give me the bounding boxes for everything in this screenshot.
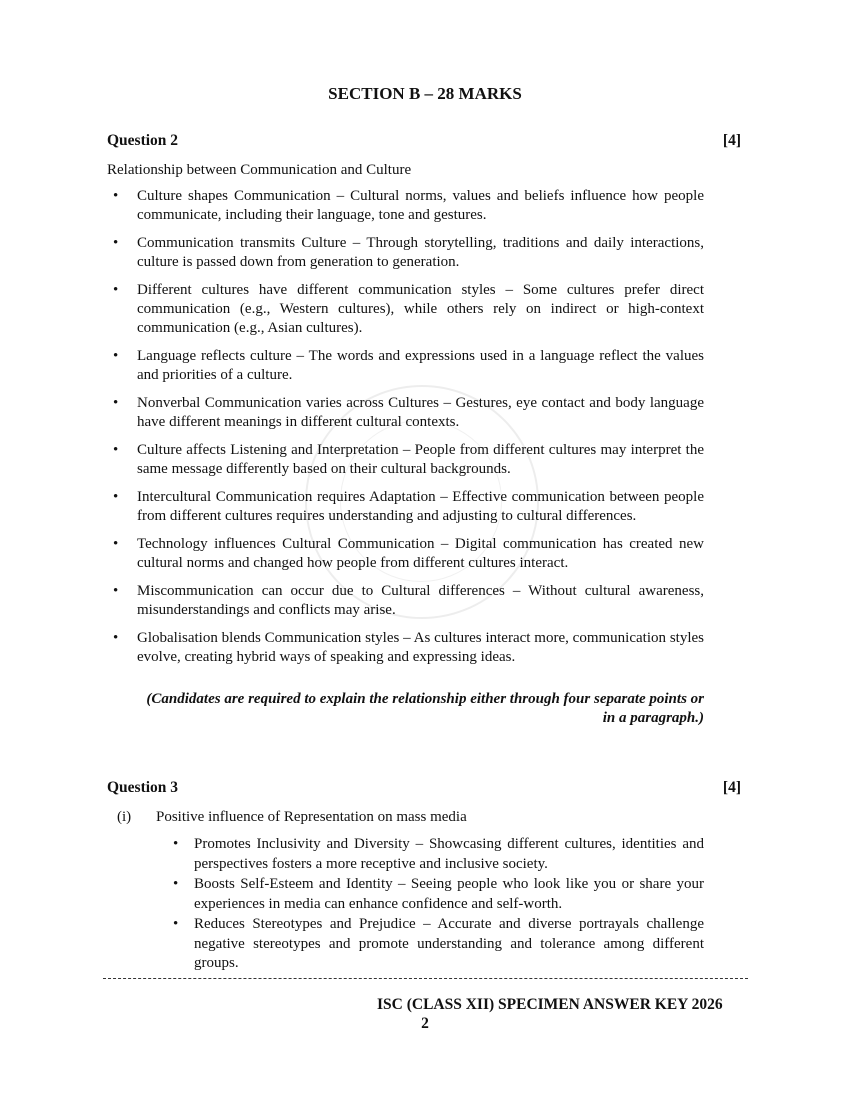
list-item: • Boosts Self-Esteem and Identity – Seeing people who look like you or share your experiences in media can enhance confidence and self-worth.: [173, 876, 704, 912]
question-marks: [4]: [722, 132, 741, 149]
list-item: • Technology influences Cultural Communication – Digital communication has created new cultural norms and changed how people from different cultures interact.: [113, 536, 704, 571]
question-3-bullets: [168, 835, 704, 975]
question-2-intro: Relationship between Communication and Culture: [107, 162, 412, 178]
part-number: (i): [117, 809, 132, 825]
question-3-header: [107, 779, 741, 797]
part-heading: Positive influence of Representation on mass media: [156, 809, 467, 825]
bullet-icon: •: [113, 536, 119, 552]
bullet-icon: •: [173, 876, 179, 892]
list-item: • Culture shapes Communication – Cultural norms, values and beliefs influence how people communicate, including their language, tone and gestures.: [113, 188, 704, 223]
bullet-icon: •: [113, 489, 119, 505]
list-item: • Reduces Stereotypes and Prejudice – Accurate and diverse portrayals challenge negative stereotypes and promote understanding and tolerance among different groups.: [173, 916, 704, 971]
candidate-note: (Candidates are required to explain the relationship either through four separate points or in a paragraph.): [146, 691, 704, 726]
section-title: SECTION B – 28 MARKS: [328, 84, 522, 103]
bullet-icon: •: [113, 188, 119, 204]
bullet-icon: •: [173, 836, 179, 852]
question-2-header: [107, 132, 741, 150]
bullet-icon: •: [113, 395, 119, 411]
list-item: • Promotes Inclusivity and Diversity – Showcasing different cultures, identities and perspectives fosters a more receptive and inclusive society.: [173, 836, 704, 872]
bullet-icon: •: [113, 235, 119, 251]
bullet-icon: •: [173, 916, 179, 932]
bullet-icon: •: [113, 630, 119, 646]
list-item: • Language reflects culture – The words and expressions used in a language reflect the values and priorities of a culture.: [113, 348, 704, 383]
list-item: • Different cultures have different communication styles – Some cultures prefer direct communication (e.g., Western cultures), while others rely on indirect or high-context communication (e.g., Asian cultures).: [113, 282, 704, 336]
page-number: 2: [421, 1015, 429, 1032]
bullet-icon: •: [113, 282, 119, 298]
list-item: • Nonverbal Communication varies across Cultures – Gestures, eye contact and body language have different meanings in different cultural contexts.: [113, 395, 704, 430]
list-item: • Intercultural Communication requires Adaptation – Effective communication between people from different cultures requires understanding and adjusting to cultural differences.: [113, 489, 704, 524]
list-item: • Globalisation blends Communication styles – As cultures interact more, communication styles evolve, creating hybrid ways of speaking and expressing ideas.: [113, 630, 704, 665]
footer-divider: [103, 978, 748, 979]
list-item: • Culture affects Listening and Interpretation – People from different cultures may interpret the same message differently based on their cultural backgrounds.: [113, 442, 704, 477]
footer-title: ISC (CLASS XII) SPECIMEN ANSWER KEY 2026: [377, 996, 723, 1013]
list-item: • Communication transmits Culture – Through storytelling, traditions and daily interactions, culture is passed down from generation to generation.: [113, 235, 704, 270]
list-item: • Miscommunication can occur due to Cultural differences – Without cultural awareness, misunderstandings and conflicts may arise.: [113, 583, 704, 618]
question-marks: [4]: [722, 779, 741, 796]
question-label: Question 2: [107, 132, 179, 149]
bullet-icon: •: [113, 442, 119, 458]
question-2-bullets: [108, 187, 704, 676]
bullet-icon: •: [113, 348, 119, 364]
question-label: Question 3: [107, 779, 179, 796]
bullet-icon: •: [113, 583, 119, 599]
